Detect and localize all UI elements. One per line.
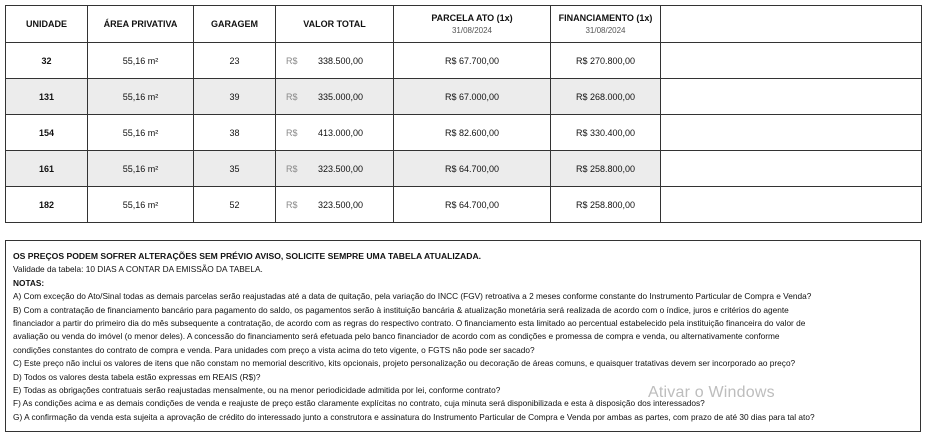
note-line: D) Todos os valores desta tabela estão expressas em REAIS (R$)? xyxy=(13,371,261,382)
cell-unidade: 131 xyxy=(6,79,88,115)
table-row[interactable] xyxy=(6,79,922,115)
header-valor: VALOR TOTAL xyxy=(276,6,394,43)
note-line: A) Com exceção do Ato/Sinal todas as demais parcelas serão reajustadas até a data de quitação, pela variação do INCC (FGV) retroativa a 2 meses conforme constante do Instrumento Particular de Compra e Venda? xyxy=(13,291,812,302)
cell-valor xyxy=(276,151,394,187)
notes-box xyxy=(5,240,921,432)
cell-empty xyxy=(661,187,922,223)
cell-garagem: 39 xyxy=(194,79,276,115)
header-financ-label: FINANCIAMENTO (1x) xyxy=(558,13,653,23)
cell-garagem: 52 xyxy=(194,187,276,223)
header-garagem: GARAGEM xyxy=(194,6,276,43)
table-row[interactable] xyxy=(6,43,922,79)
notes-label: NOTAS: xyxy=(13,277,45,288)
cell-area: 55,16 m² xyxy=(88,151,194,187)
cell-garagem: 35 xyxy=(194,151,276,187)
header-parcela-date: 31/08/2024 xyxy=(451,26,493,35)
cell-financ: R$ 330.400,00 xyxy=(551,115,661,151)
cell-unidade: 161 xyxy=(6,151,88,187)
cell-garagem: 38 xyxy=(194,115,276,151)
note-line: G) A confirmação da venda esta sujeita a aprovação de crédito do interessado junto a construtora e assinatura do Instrumento Particular de Compra e Venda por ambas as partes, com prazo de até 30 dias para tal ato? xyxy=(13,411,815,422)
cell-empty xyxy=(661,151,922,187)
cell-area: 55,16 m² xyxy=(88,43,194,79)
header-empty xyxy=(661,6,922,43)
cell-valor xyxy=(276,115,394,151)
cell-financ: R$ 258.800,00 xyxy=(551,187,661,223)
cell-financ: R$ 258.800,00 xyxy=(551,151,661,187)
header-unidade: UNIDADE xyxy=(6,6,88,43)
cell-area: 55,16 m² xyxy=(88,79,194,115)
note-line: condições constantes do contrato de compra e venda. Para unidades com preço a vista acima do teto vigente, o FGTS não pode ser sacado? xyxy=(13,344,535,355)
table-header-row xyxy=(6,6,922,43)
header-parcela xyxy=(394,6,551,43)
note-line: B) Com a contratação de financiamento bancário para pagamento do saldo, os pagamentos serão à instituição bancária & atualização monetária será realizada de acordo com o índice, juros e critérios do agente xyxy=(13,304,789,315)
cell-parcela: R$ 67.000,00 xyxy=(394,79,551,115)
header-area: ÁREA PRIVATIVA xyxy=(88,6,194,43)
currency-symbol: R$ xyxy=(286,91,298,102)
valor-amount: 323.500,00 xyxy=(318,163,364,174)
windows-activation-watermark: Ativar o Windows xyxy=(648,384,775,401)
cell-financ: R$ 268.000,00 xyxy=(551,79,661,115)
table-row[interactable] xyxy=(6,115,922,151)
currency-symbol: R$ xyxy=(286,127,298,138)
currency-symbol: R$ xyxy=(286,55,298,66)
note-line: C) Este preço não inclui os valores de itens que não constam no memorial descritivo, kits opcionais, projeto personalização ou decoração de áreas comuns, e quaisquer tratativas devem ser incorporado ao preço? xyxy=(13,358,796,369)
valor-amount: 413.000,00 xyxy=(318,127,364,138)
table-row[interactable] xyxy=(6,151,922,187)
cell-parcela: R$ 67.700,00 xyxy=(394,43,551,79)
note-line: E) Todas as obrigações contratuais serão reajustadas mensalmente, ou na menor periodicidade admitida por lei, conforme contrato? xyxy=(13,385,501,396)
currency-symbol: R$ xyxy=(286,163,298,174)
cell-empty xyxy=(661,43,922,79)
table-row[interactable] xyxy=(6,187,922,223)
currency-symbol: R$ xyxy=(286,199,298,210)
valor-amount: 323.500,00 xyxy=(318,199,364,210)
cell-empty xyxy=(661,115,922,151)
note-line: avaliação ou venda do imóvel (o menor deles). A concessão do financiamento será efetuada pelo banco financiador de acordo com as condições e promessa de compra e venda, ou alternativamente conforme xyxy=(13,331,780,342)
price-warning-headline: OS PREÇOS PODEM SOFRER ALTERAÇÕES SEM PRÉVIO AVISO, SOLICITE SEMPRE UMA TABELA ATUALIZADA. xyxy=(13,251,482,261)
cell-area: 55,16 m² xyxy=(88,187,194,223)
cell-unidade: 154 xyxy=(6,115,88,151)
cell-parcela: R$ 82.600,00 xyxy=(394,115,551,151)
price-table xyxy=(5,5,922,223)
cell-parcela: R$ 64.700,00 xyxy=(394,151,551,187)
cell-financ: R$ 270.800,00 xyxy=(551,43,661,79)
cell-area: 55,16 m² xyxy=(88,115,194,151)
note-line: financiador a partir do primeiro dia do mês subsequente a contratação, de acordo com as regras do respectivo contrato. O financiamento esta limitado ao percentual estabelecido pela instituição financeira do valor de xyxy=(13,318,806,329)
cell-valor xyxy=(276,79,394,115)
header-parcela-label: PARCELA ATO (1x) xyxy=(431,13,513,23)
header-financ-date: 31/08/2024 xyxy=(585,26,626,35)
note-line: F) As condições acima e as demais condições de venda e reajuste de preço estão claramente explícitas no contrato, cuja minuta será disponibilizada e esta à disposição dos interessados? xyxy=(13,398,705,409)
cell-valor xyxy=(276,43,394,79)
valor-amount: 338.500,00 xyxy=(318,55,364,66)
cell-parcela: R$ 64.700,00 xyxy=(394,187,551,223)
valor-amount: 335.000,00 xyxy=(318,91,364,102)
cell-garagem: 23 xyxy=(194,43,276,79)
price-table-container xyxy=(5,5,921,223)
header-financ xyxy=(551,6,661,43)
cell-unidade: 32 xyxy=(6,43,88,79)
cell-unidade: 182 xyxy=(6,187,88,223)
cell-valor xyxy=(276,187,394,223)
validity-text: Validade da tabela: 10 DIAS A CONTAR DA EMISSÃO DA TABELA. xyxy=(13,264,263,275)
cell-empty xyxy=(661,79,922,115)
